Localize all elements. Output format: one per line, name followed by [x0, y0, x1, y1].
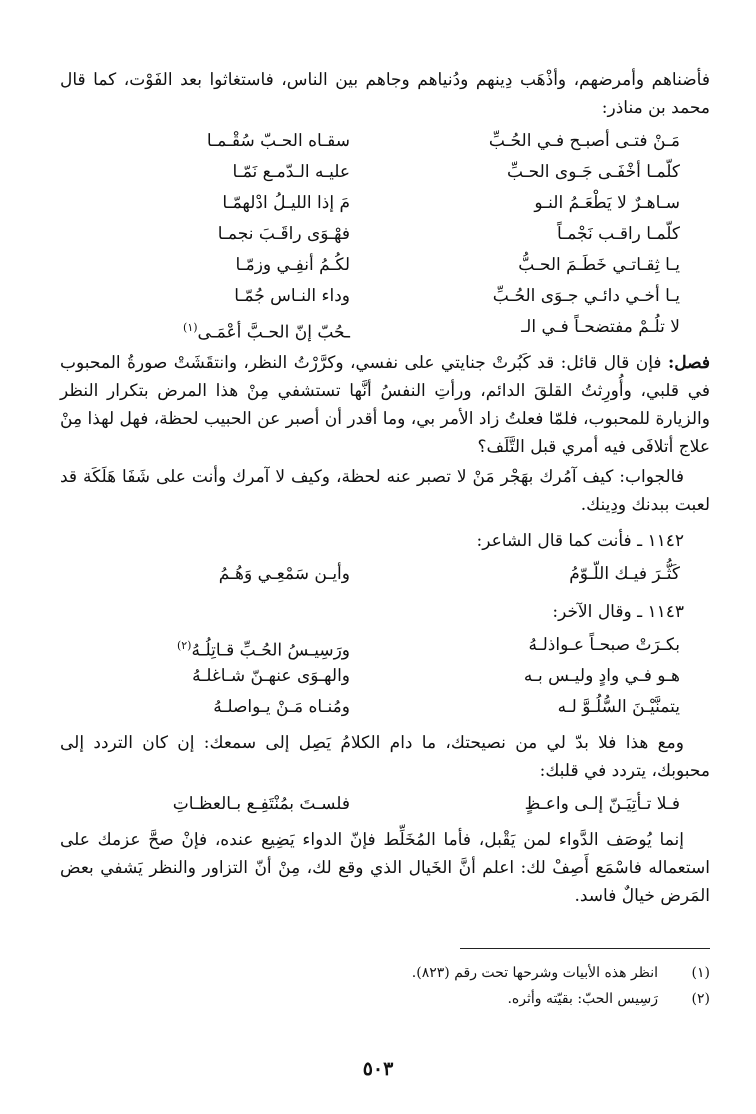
paragraph-3: فالجواب: كيف آمُرك بهَجْر مَنْ لا تصبر عنه لحظة، وكيف لا آمرك وأنت على شَفَا هَلَكَة قد لعبت ببدنك ودِينك. [60, 467, 710, 515]
verse-second-hemistich: مَ إذا الليـلُ ادْلهمّـا [222, 193, 350, 213]
paragraph-4: ومع هذا فلا بدّ لي من نصيحتك، ما دام الكلامُ يَصِل إلى سمعك: إن كان التردد إلى محبوبك، يتردد في قلبك: [60, 733, 710, 781]
paragraph-2-text: فإن قال قائل: قد كَبُرتْ جنايتي على نفسي، وكرَّرْتُ النظر، وانتقَشَتْ صورةُ المحبوب في قلبي، وأُورِثتُ القلقَ الدائم، ورأتِ النفسُ أنَّها تستشفي مِنْ هذا المرض بتكرار النظر والزيارة للمحبوب، فلمّا فعلتُ زاد الأمر بي، وما أقدر أن أصبر عن الحبيب لحظة، فهل لهذا مِنْ علاج أتلافَى فيه أمري قبل التَّلَف؟ [60, 353, 710, 457]
verse-first-hemistich: يـا ثِقـاتـي خَطَـمَ الحـبُّ [518, 255, 680, 275]
hemistich-text: ـحُبّ إنّ الحـبَّ أعْمَـى [197, 322, 350, 343]
verse-first-hemistich: يـا أخـي دائـي جـوَى الحُـبِّ [492, 286, 680, 306]
verse [60, 789, 710, 820]
poem-3 [60, 630, 710, 723]
verse [60, 312, 710, 343]
poem-1 [60, 126, 710, 343]
verse-second-hemistich [60, 630, 350, 661]
verse-first-hemistich: مَـنْ فتـى أصبـح فـي الحُـبِّ [488, 131, 680, 151]
verse-first-hemistich: كلّمـا أخْفَـى جَـوى الحـبِّ [506, 162, 680, 182]
section-label: فصل: [667, 353, 711, 373]
footnote-number: (١) [691, 965, 710, 981]
poem-3-intro: ١١٤٣ ـ وقال الآخر: [552, 602, 684, 622]
verse-second-hemistich: لكُـمُ أنفِـي وزمّـا [235, 255, 350, 275]
verse [60, 157, 710, 188]
verse-second-hemistich: والهـوَى عنهـنّ شـاغلـهُ [192, 666, 350, 686]
verse-second-hemistich: ومُنـاه مَـنْ يـواصلـهُ [213, 697, 350, 717]
paragraph-1: فأضناهم وأمرضهم، وأذْهَب دِينهم ودُنياهم وجاهم بين الناس، فاستغاثوا بعد الفَوْت، كما قال محمد بن مناذر: [60, 70, 710, 118]
footnote-divider [460, 948, 710, 949]
footnote-text: رَسِيس الحبّ: بقيّته وأثره. [507, 991, 658, 1007]
footnotes [70, 960, 710, 1012]
verse-second-hemistich: فلسـتَ بمُنْتَفِـع بـالعظـاتِ [172, 794, 350, 814]
verse-first-hemistich: بكـرَتْ صبحـاً عـواذلـهُ [528, 635, 680, 655]
verse-first-hemistich: هـو فـي وادٍ وليـس بـه [523, 666, 680, 686]
poem-2-intro: ١١٤٢ ـ فأنت كما قال الشاعر: [476, 531, 684, 551]
footnote-marker: (١) [183, 321, 198, 334]
verse [60, 281, 710, 312]
verse-first-hemistich: يتمنَّيْـنَ السُّلُـوَّ لـه [557, 697, 680, 717]
verse-first-hemistich: كَثُّـرَ فيـك اللّـوّمُ [569, 564, 680, 584]
verse-first-hemistich: كلّمـا راقـب نَجْمـاً [557, 224, 680, 244]
verse-second-hemistich: سقـاه الحـبّ سُقْـمـا [206, 131, 350, 151]
verse-second-hemistich [60, 312, 350, 343]
page-body [60, 66, 710, 912]
footnote-item [70, 986, 710, 1012]
verse-second-hemistich: فهْـوَى راقَـبَ نجمـا [217, 224, 350, 244]
page-number: ٥٠٣ [362, 1058, 394, 1080]
verse-second-hemistich: وداء النـاس جُمّـا [234, 286, 350, 306]
verse-second-hemistich: وأيـن سَمْعِـي وَهُـمُ [218, 564, 350, 584]
verse [60, 630, 710, 661]
verse [60, 188, 710, 219]
footnote-number: (٢) [691, 991, 710, 1007]
poem-4 [60, 789, 710, 820]
paragraph-2 [60, 349, 710, 461]
verse-first-hemistich: لا تلُـمْ مفتضحـاً فـي الـ [521, 317, 680, 337]
verse-first-hemistich: فـلا تـأتِيَـنّ إلـى واعـظٍ [524, 794, 680, 814]
verse [60, 559, 710, 590]
paragraph-5: إنما يُوصَف الدَّواء لمن يَقْبل، فأما المُخَلِّط فإنّ الدواء يَضِيع عنده، فإنْ صحَّ عزمك على استعماله فاسْمَع أَصِفْ لك: اعلم أنَّ الخَيال الذي وقع لك، مِنْ أنّ التزاور والنظر يَشفي بعض المَرض خيالٌ فاسد. [60, 830, 710, 906]
verse [60, 219, 710, 250]
verse-first-hemistich: سـاهـرٌ لا يَطْعَـمُ النـو [534, 193, 680, 213]
footnote-text: انظر هذه الأبيات وشرحها تحت رقم (٨٢٣). [411, 965, 658, 981]
verse [60, 126, 710, 157]
footnote-marker: (٢) [176, 639, 192, 652]
verse [60, 692, 710, 723]
poem-2 [60, 559, 710, 590]
verse-second-hemistich: عليـه الـدّمـع نَمّـا [232, 162, 350, 182]
verse [60, 250, 710, 281]
footnote-item [70, 960, 710, 986]
hemistich-text: ورَسِيـسُ الحُـبِّ قـاتِلُـهُ [191, 640, 350, 661]
verse [60, 661, 710, 692]
